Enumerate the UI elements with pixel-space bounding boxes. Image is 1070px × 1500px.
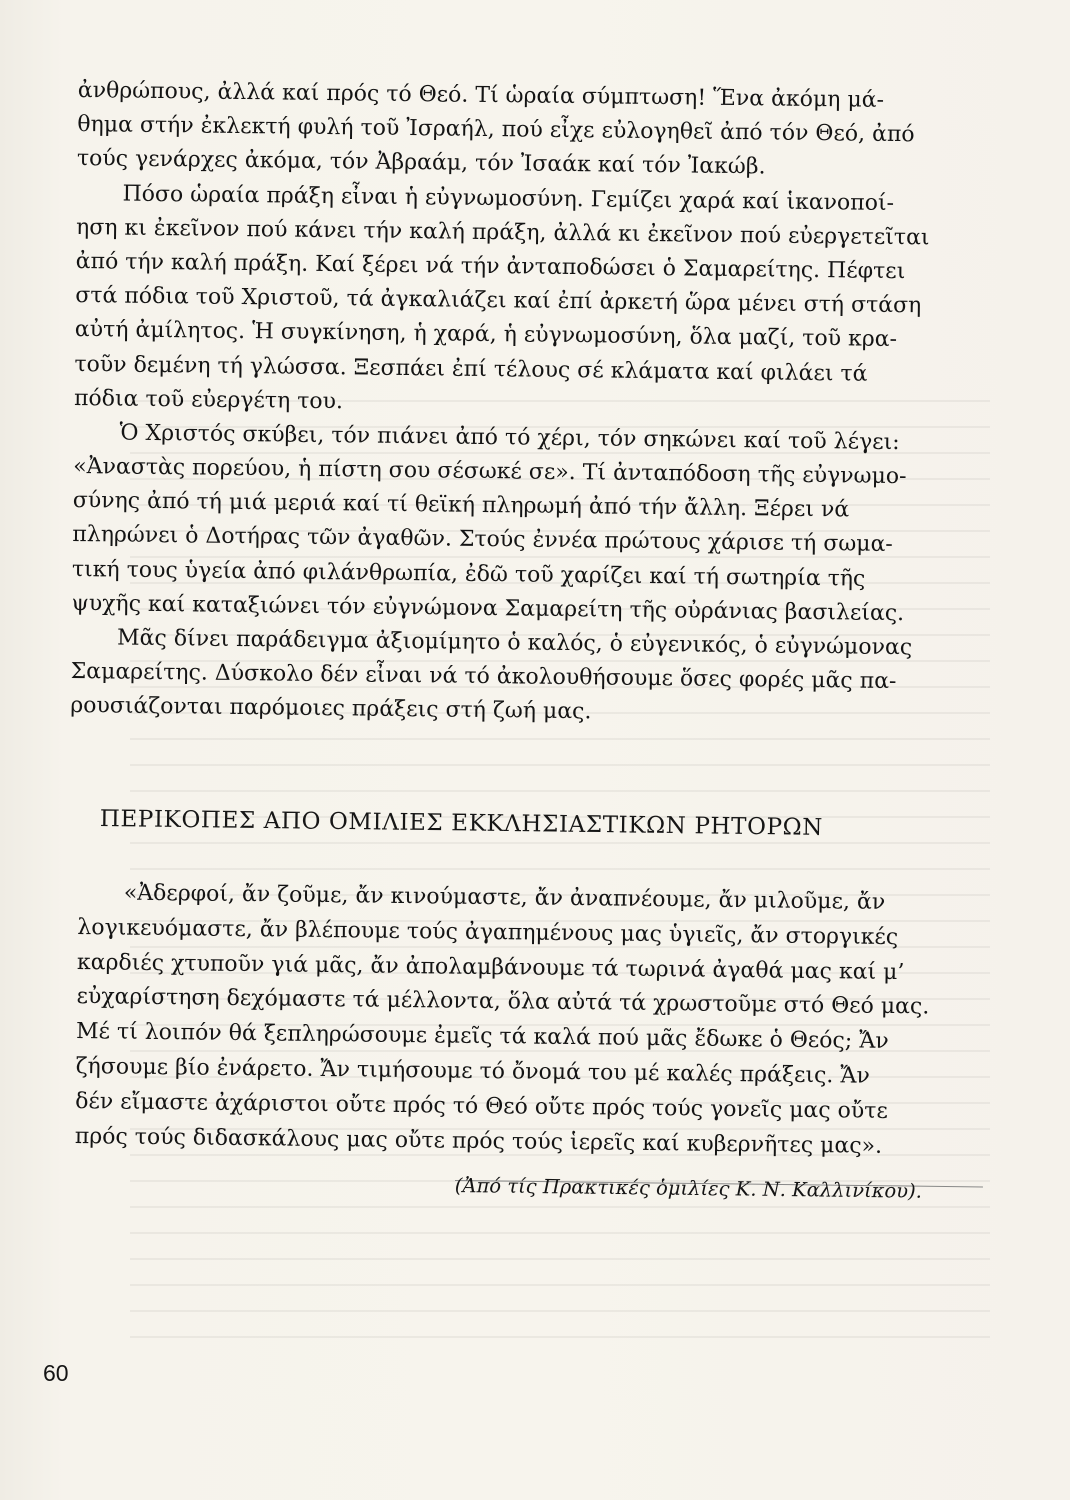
- paragraph: [77, 74, 994, 188]
- text-line: ρουσιάζονται παρόμοιες πράξεις στή ζωή μας.: [70, 693, 592, 725]
- text-line: τική τους ὑγεία ἀπό φιλάνθρωπία, ἐδῶ τοῦ χαρίζει καί τή σωτηρία τῆς: [71, 556, 866, 592]
- text-line: αὐτή ἀμίλητος. Ἡ συγκίνηση, ἡ χαρά, ἡ εὐγνωμοσύνη, ὅλα μαζί, τοῦ κρα-: [74, 317, 898, 353]
- text-line: σύνης ἀπό τή μιά μεριά καί τί θεϊκή πληρωμή ἀπό τήν ἄλλη. Ξέρει νά: [72, 488, 850, 523]
- quote-line: καρδιές χτυποῦν γιά μᾶς, ἄν ἀπολαμβάνουμε τά τωρινά ἀγαθά μας καί μ’: [76, 949, 905, 985]
- text-line: ηση κι ἐκεῖνον πού κάνει τήν καλή πράξη, ἀλλά κι ἐκεῖνον πού εὐεργετεῖται: [75, 214, 930, 251]
- paragraph: [71, 416, 989, 632]
- quote-source: (Ἀπό τίς Πρακτικές ὁμιλίες Κ. Ν. Καλλινίκου).: [454, 1174, 923, 1203]
- quote-block: [75, 876, 994, 1166]
- body-text: [70, 74, 994, 735]
- quote-line: «Ἀδερφοί, ἄν ζοῦμε, ἄν κινούμαστε, ἄν ἀναπνέουμε, ἄν μιλοῦμε, ἄν: [123, 880, 886, 915]
- text-line: ψυχῆς καί καταξιώνει τόν εὐγνώμονα Σαμαρείτη τῆς οὐράνιας βασιλείας.: [71, 590, 905, 626]
- text-line: Σαμαρείτης. Δύσκολο δέν εἶναι νά τό ἀκολουθήσουμε ὅσες φορές μᾶς πα-: [70, 659, 897, 695]
- text-line: πόδια τοῦ εὐεργέτη του.: [73, 385, 344, 414]
- text-line: ἀνθρώπους, ἀλλά καί πρός τό Θεό. Τί ὡραία σύμπτωση! Ἕνα ἀκόμη μά-: [77, 77, 885, 113]
- text-line: Πόσο ὡραία πράξη εἶναι ἡ εὐγνωμοσύνη. Γεμίζει χαρά καί ἱκανοποί-: [122, 181, 895, 216]
- text-line: «Ἀναστὰς πορεύου, ἡ πίστη σου σέσωκέ σε». Τί ἀνταπόδοση τῆς εὐγνωμο-: [73, 454, 907, 490]
- quote-line: ζήσουμε βίο ἐνάρετο. Ἄν τιμήσουμε τό ὄνομά του μέ καλές πράξεις. Ἄν: [75, 1053, 871, 1089]
- text-line: ἀπό τήν καλή πράξη. Καί ξέρει νά τήν ἀνταποδώσει ὁ Σαμαρείτης. Πέφτει: [75, 248, 906, 285]
- paragraph: [70, 621, 987, 735]
- quote-line: δέν εἴμαστε ἀχάριστοι οὔτε πρός τό Θεό οὔτε πρός τούς γονεῖς μας οὔτε: [75, 1088, 888, 1124]
- quote-line: εὐχαρίστηση δεχόμαστε τά μέλλοντα, ὅλα αὐτά τά χρωστοῦμε στό Θεό μας.: [76, 984, 930, 1020]
- quote-line: πρός τούς διδασκάλους μας οὔτε πρός τούς ἱερεῖς καί κυβερνῆτες μας».: [74, 1123, 883, 1159]
- text-line: τοῦν δεμένη τή γλώσσα. Ξεσπάει ἐπί τέλους σέ κλάματα καί φιλάει τά: [74, 351, 868, 387]
- quote-line: λογικευόμαστε, ἄν βλέπουμε τούς ἀγαπημένους μας ὑγιεῖς, ἄν στοργικές: [77, 914, 899, 950]
- quote-line: Μέ τί λοιπόν θά ξεπληρώσουμε ἐμεῖς τά καλά πού μᾶς ἔδωκε ὁ Θεός; Ἄν: [75, 1019, 889, 1055]
- section-heading: ΠΕΡΙΚΟΠΕΣ ΑΠΟ ΟΜΙΛΙΕΣ ΕΚΚΛΗΣΙΑΣΤΙΚΩΝ ΡΗΤΟΡΩΝ: [99, 806, 824, 841]
- text-line: Μᾶς δίνει παράδειγμα ἀξιομίμητο ὁ καλός, ὁ εὐγενικός, ὁ εὐγνώμονας: [116, 625, 913, 661]
- text-line: Ὁ Χριστός σκύβει, τόν πιάνει ἀπό τό χέρι, τόν σηκώνει καί τοῦ λέγει:: [119, 420, 900, 455]
- text-line: τούς γενάρχες ἀκόμα, τόν Ἀβραάμ, τόν Ἰσαάκ καί τόν Ἰακώβ.: [76, 146, 766, 180]
- text-line: στά πόδια τοῦ Χριστοῦ, τά ἀγκαλιάζει καί ἐπί ἀρκετή ὥρα μένει στή στάση: [75, 283, 922, 319]
- text-line: θημα στήν ἐκλεκτή φυλή τοῦ Ἰσραήλ, πού εἶχε εὐλογηθεῖ ἀπό τόν Θεό, ἀπό: [77, 112, 915, 148]
- text-line: πληρώνει ὁ Δοτήρας τῶν ἀγαθῶν. Στούς ἐννέα πρώτους χάρισε τή σωμα-: [72, 522, 893, 558]
- paragraph: [74, 177, 993, 427]
- page-number: 60: [43, 1360, 69, 1386]
